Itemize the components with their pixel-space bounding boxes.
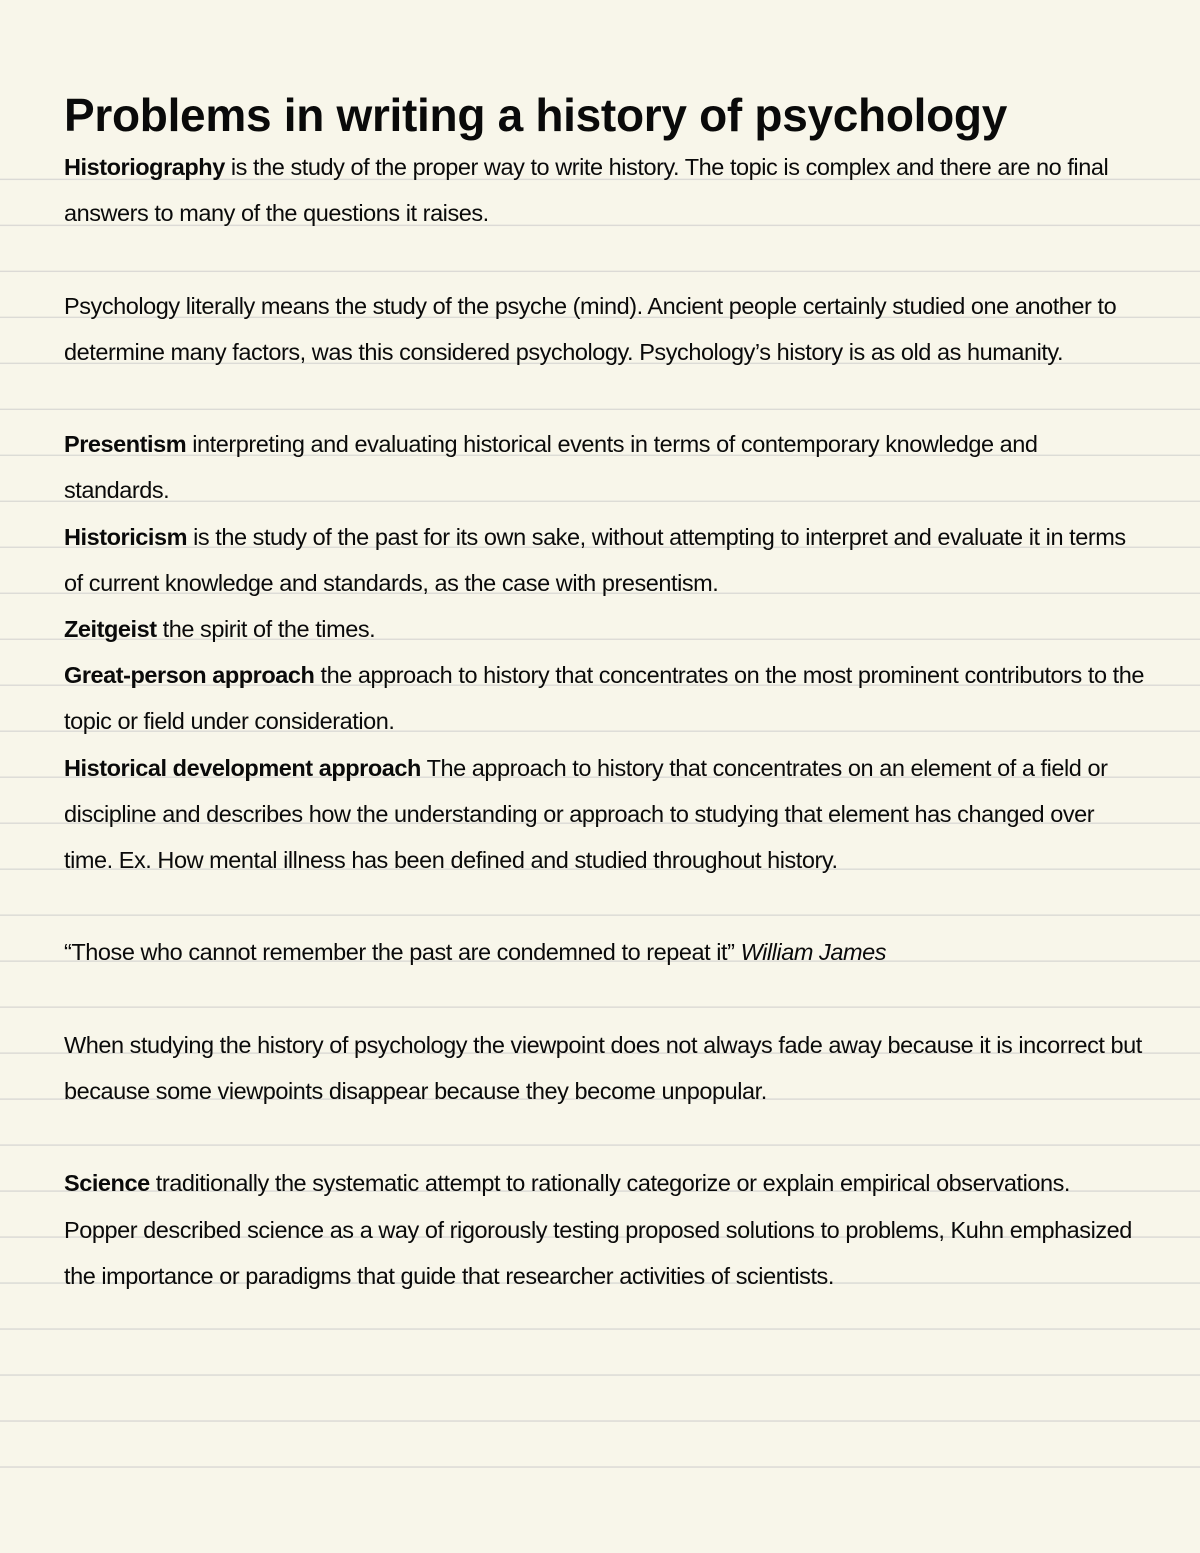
term-presentism: Presentism [64,431,187,458]
definition-science: traditionally the systematic attempt to rationally categorize or explain empirical observations. Popper described science as a way of rigorously testing proposed solutions to problems, Kuhn emphasized the importance or paradigms that guide that researcher activities of scientists. [64,1170,1132,1289]
blank-line [64,976,1144,1022]
paragraph-science [64,1160,1144,1299]
quote-text: “Those who cannot remember the past are condemned to repeat it” [64,939,741,966]
definition-historiography: is the study of the proper way to write history. The topic is complex and there are no final answers to many of the questions it raises. [64,154,1109,227]
blank-line [64,236,1144,282]
definition-historical-development: The approach to history that concentrates on an element of a field or discipline and describes how the understanding or approach to studying that element has changed over time. Ex. How mental illness has been defined and studied throughout history. [64,754,1108,874]
blank-line [64,375,1144,421]
paragraph-zeitgeist [64,606,1144,652]
page-title: Problems in writing a history of psychology [64,89,1008,141]
term-zeitgeist: Zeitgeist [64,616,157,642]
footer-margin [0,1474,1200,1553]
quote-author: William James [740,939,886,966]
paragraph-great-person [64,652,1144,744]
term-historical-development: Historical development approach [64,754,421,781]
note-content [64,86,1144,1299]
paragraph-historicism [64,514,1144,606]
definition-historicism: is the study of the past for its own sake, without attempting to interpret and evaluate it in terms of current knowledge and standards, as the case with presentism. [64,523,1126,596]
paragraph-psychology: Psychology literally means the study of the psyche (mind). Ancient people certainly studied one another to determine many factors, was this considered psychology. Psychology’s history is as old as humanity. [64,292,1117,365]
paragraph-viewpoint: When studying the history of psychology the viewpoint does not always fade away because it is incorrect but because some viewpoints disappear because they become unpopular. [64,1031,1142,1104]
paragraph-presentism [64,421,1144,513]
term-historicism: Historicism [64,523,188,550]
paragraph-quote [64,929,1144,975]
definition-zeitgeist: the spirit of the times. [156,616,376,642]
definition-great-person: the approach to history that concentrates on the most prominent contributors to the topic or field under consideration. [64,662,1144,735]
term-great-person: Great-person approach [64,662,315,689]
paragraph-historiography [64,144,1144,236]
blank-line [64,883,1144,929]
term-historiography: Historiography [64,154,225,180]
definition-presentism: interpreting and evaluating historical events in terms of contemporary knowledge and standards. [64,431,1038,504]
blank-line [64,1114,1144,1160]
term-science: Science [64,1170,150,1197]
paragraph-historical-development [64,745,1144,884]
